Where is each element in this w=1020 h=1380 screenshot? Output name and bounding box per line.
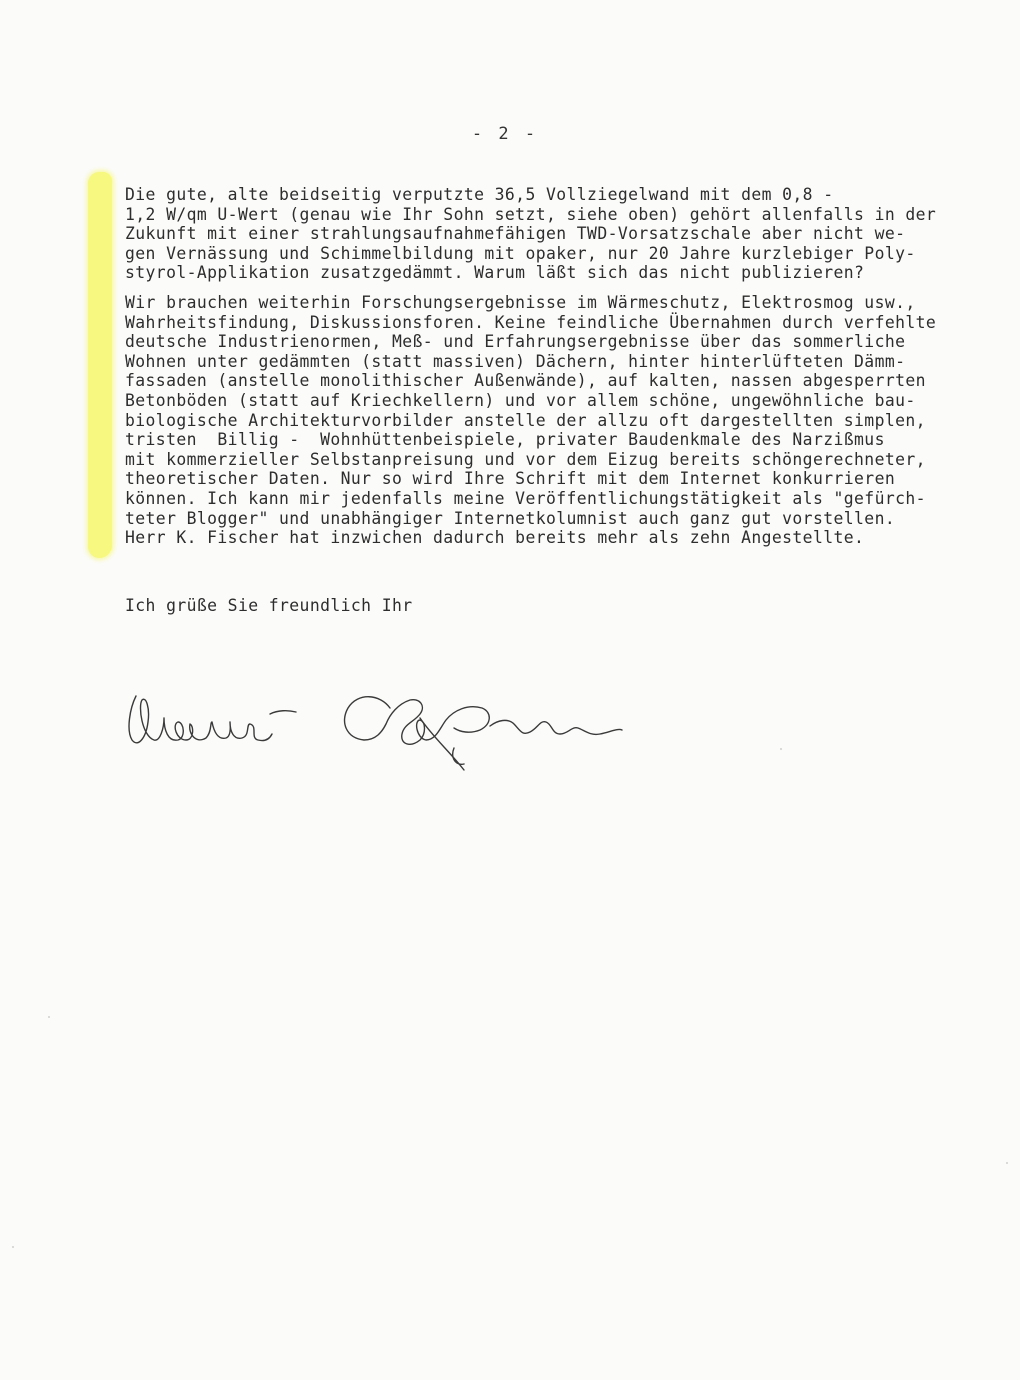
handwritten-signature — [120, 678, 630, 778]
paper-speck — [12, 1246, 14, 1248]
text-line: teter Blogger" und unabhängiger Internetkolumnist auch ganz gut vorstellen. — [125, 508, 896, 528]
closing-line: Ich grüße Sie freundlich Ihr — [125, 596, 413, 615]
paragraph-2 — [125, 293, 940, 548]
text-line: tristen Billig - Wohnhüttenbeispiele, privater Baudenkmale des Narzißmus — [125, 430, 885, 450]
paper-speck — [1006, 1162, 1008, 1164]
text-line: styrol-Applikation zusatzgedämmt. Warum läßt sich das nicht publizieren? — [125, 263, 865, 283]
text-line: biologische Architekturvorbilder anstelle der allzu oft dargestellten simplen, — [125, 410, 926, 430]
text-line: Die gute, alte beidseitig verputzte 36,5 Vollziegelwand mit dem 0,8 - — [125, 185, 834, 204]
paper-speck — [48, 1016, 50, 1018]
text-line: können. Ich kann mir jedenfalls meine Veröffentlichungstätigkeit als "gefürch- — [125, 488, 926, 508]
text-line: theoretischer Daten. Nur so wird Ihre Schrift mit dem Internet konkurrieren — [125, 469, 896, 489]
page-number: - 2 - — [471, 124, 539, 144]
text-line: Herr K. Fischer hat inzwichen dadurch bereits mehr als zehn Angestellte. — [125, 528, 865, 548]
text-line: Betonböden (statt auf Kriechkellern) und vor allem schöne, ungewöhnliche bau- — [125, 390, 916, 410]
yellow-highlighter-mark — [88, 172, 112, 558]
text-line: deutsche Industrienormen, Meß- und Erfahrungsergebnisse über das sommerliche — [125, 332, 906, 352]
text-line: Wahrheitsfindung, Diskussionsforen. Keine feindliche Übernahmen durch verfehlte — [125, 312, 937, 332]
text-line: Wir brauchen weiterhin Forschungsergebnisse im Wärmeschutz, Elektrosmog usw., — [125, 293, 916, 312]
text-line: fassaden (anstelle monolithischer Außenwände), auf kalten, nassen abgesperrten — [125, 371, 926, 391]
text-line: Zukunft mit einer strahlungsaufnahmefähigen TWD-Vorsatzschale aber nicht we- — [125, 224, 906, 244]
text-line: mit kommerzieller Selbstanpreisung und vor dem Eizug bereits schöngerechneter, — [125, 449, 926, 469]
paragraph-1 — [125, 185, 940, 283]
text-line: 1,2 W/qm U-Wert (genau wie Ihr Sohn setzt, siehe oben) gehört allenfalls in der — [125, 204, 937, 224]
text-line: gen Vernässung und Schimmelbildung mit opaker, nur 20 Jahre kurzlebiger Poly- — [125, 243, 916, 263]
text-line: Wohnen unter gedämmten (statt massiven) Dächern, hinter hinterlüfteten Dämm- — [125, 351, 906, 371]
paper-speck — [780, 748, 782, 750]
